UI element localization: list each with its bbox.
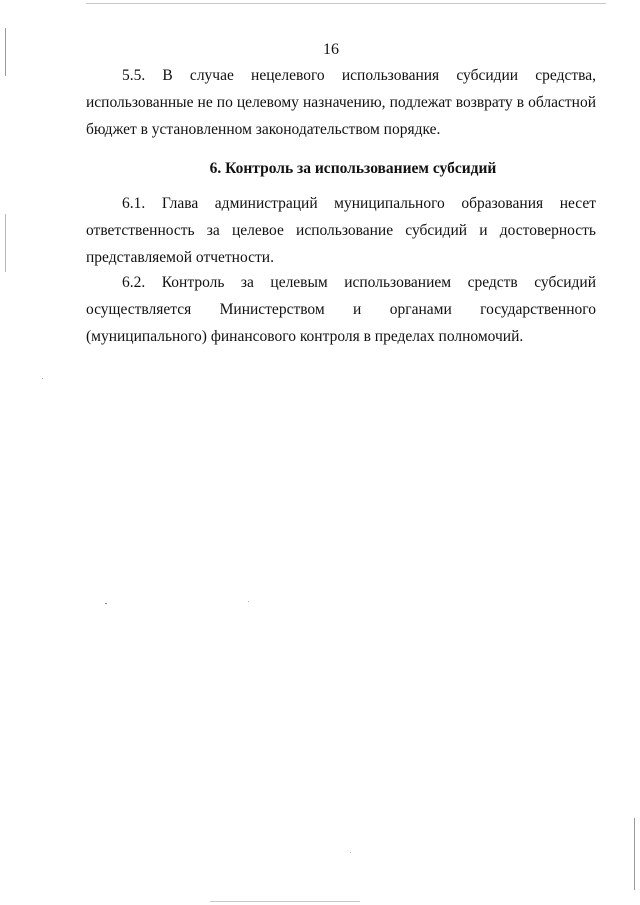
paragraph-line: бюджет в установленном законодательством порядке.	[86, 121, 441, 138]
scan-speck	[105, 603, 107, 604]
paragraph-line: (муниципального) финансового контроля в пределах полномочий.	[86, 328, 524, 345]
scan-speck	[42, 378, 43, 379]
scan-speck	[248, 601, 249, 602]
paragraph-line: использованные не по целевому назначению, подлежат возврату в областной	[86, 94, 596, 111]
scan-border-top	[86, 3, 606, 4]
paragraph-line: 6.1. Глава администраций муниципального образования несет	[122, 195, 596, 212]
paragraph-line: 6.2. Контроль за целевым использованием средств субсидий	[122, 274, 596, 291]
scan-edge-right	[634, 818, 635, 890]
section-heading: 6. Контроль за использованием субсидий	[209, 160, 497, 177]
scan-border-bottom	[210, 901, 360, 902]
paragraph-line: 5.5. В случае нецелевого использования субсидии средства,	[122, 67, 596, 84]
paragraph-6-1	[86, 190, 596, 271]
paragraph-line: ответственность за целевое использование субсидий и достоверность	[86, 222, 596, 239]
paragraph-5-5	[86, 62, 596, 143]
paragraph-6-2	[86, 269, 596, 350]
scan-edge-left-lower	[5, 214, 6, 272]
scan-speck	[350, 852, 351, 853]
page-number: 16	[323, 41, 339, 58]
paragraph-line: осуществляется Министерством и органами государственного	[86, 301, 596, 318]
paragraph-line: представляемой отчетности.	[86, 249, 274, 266]
